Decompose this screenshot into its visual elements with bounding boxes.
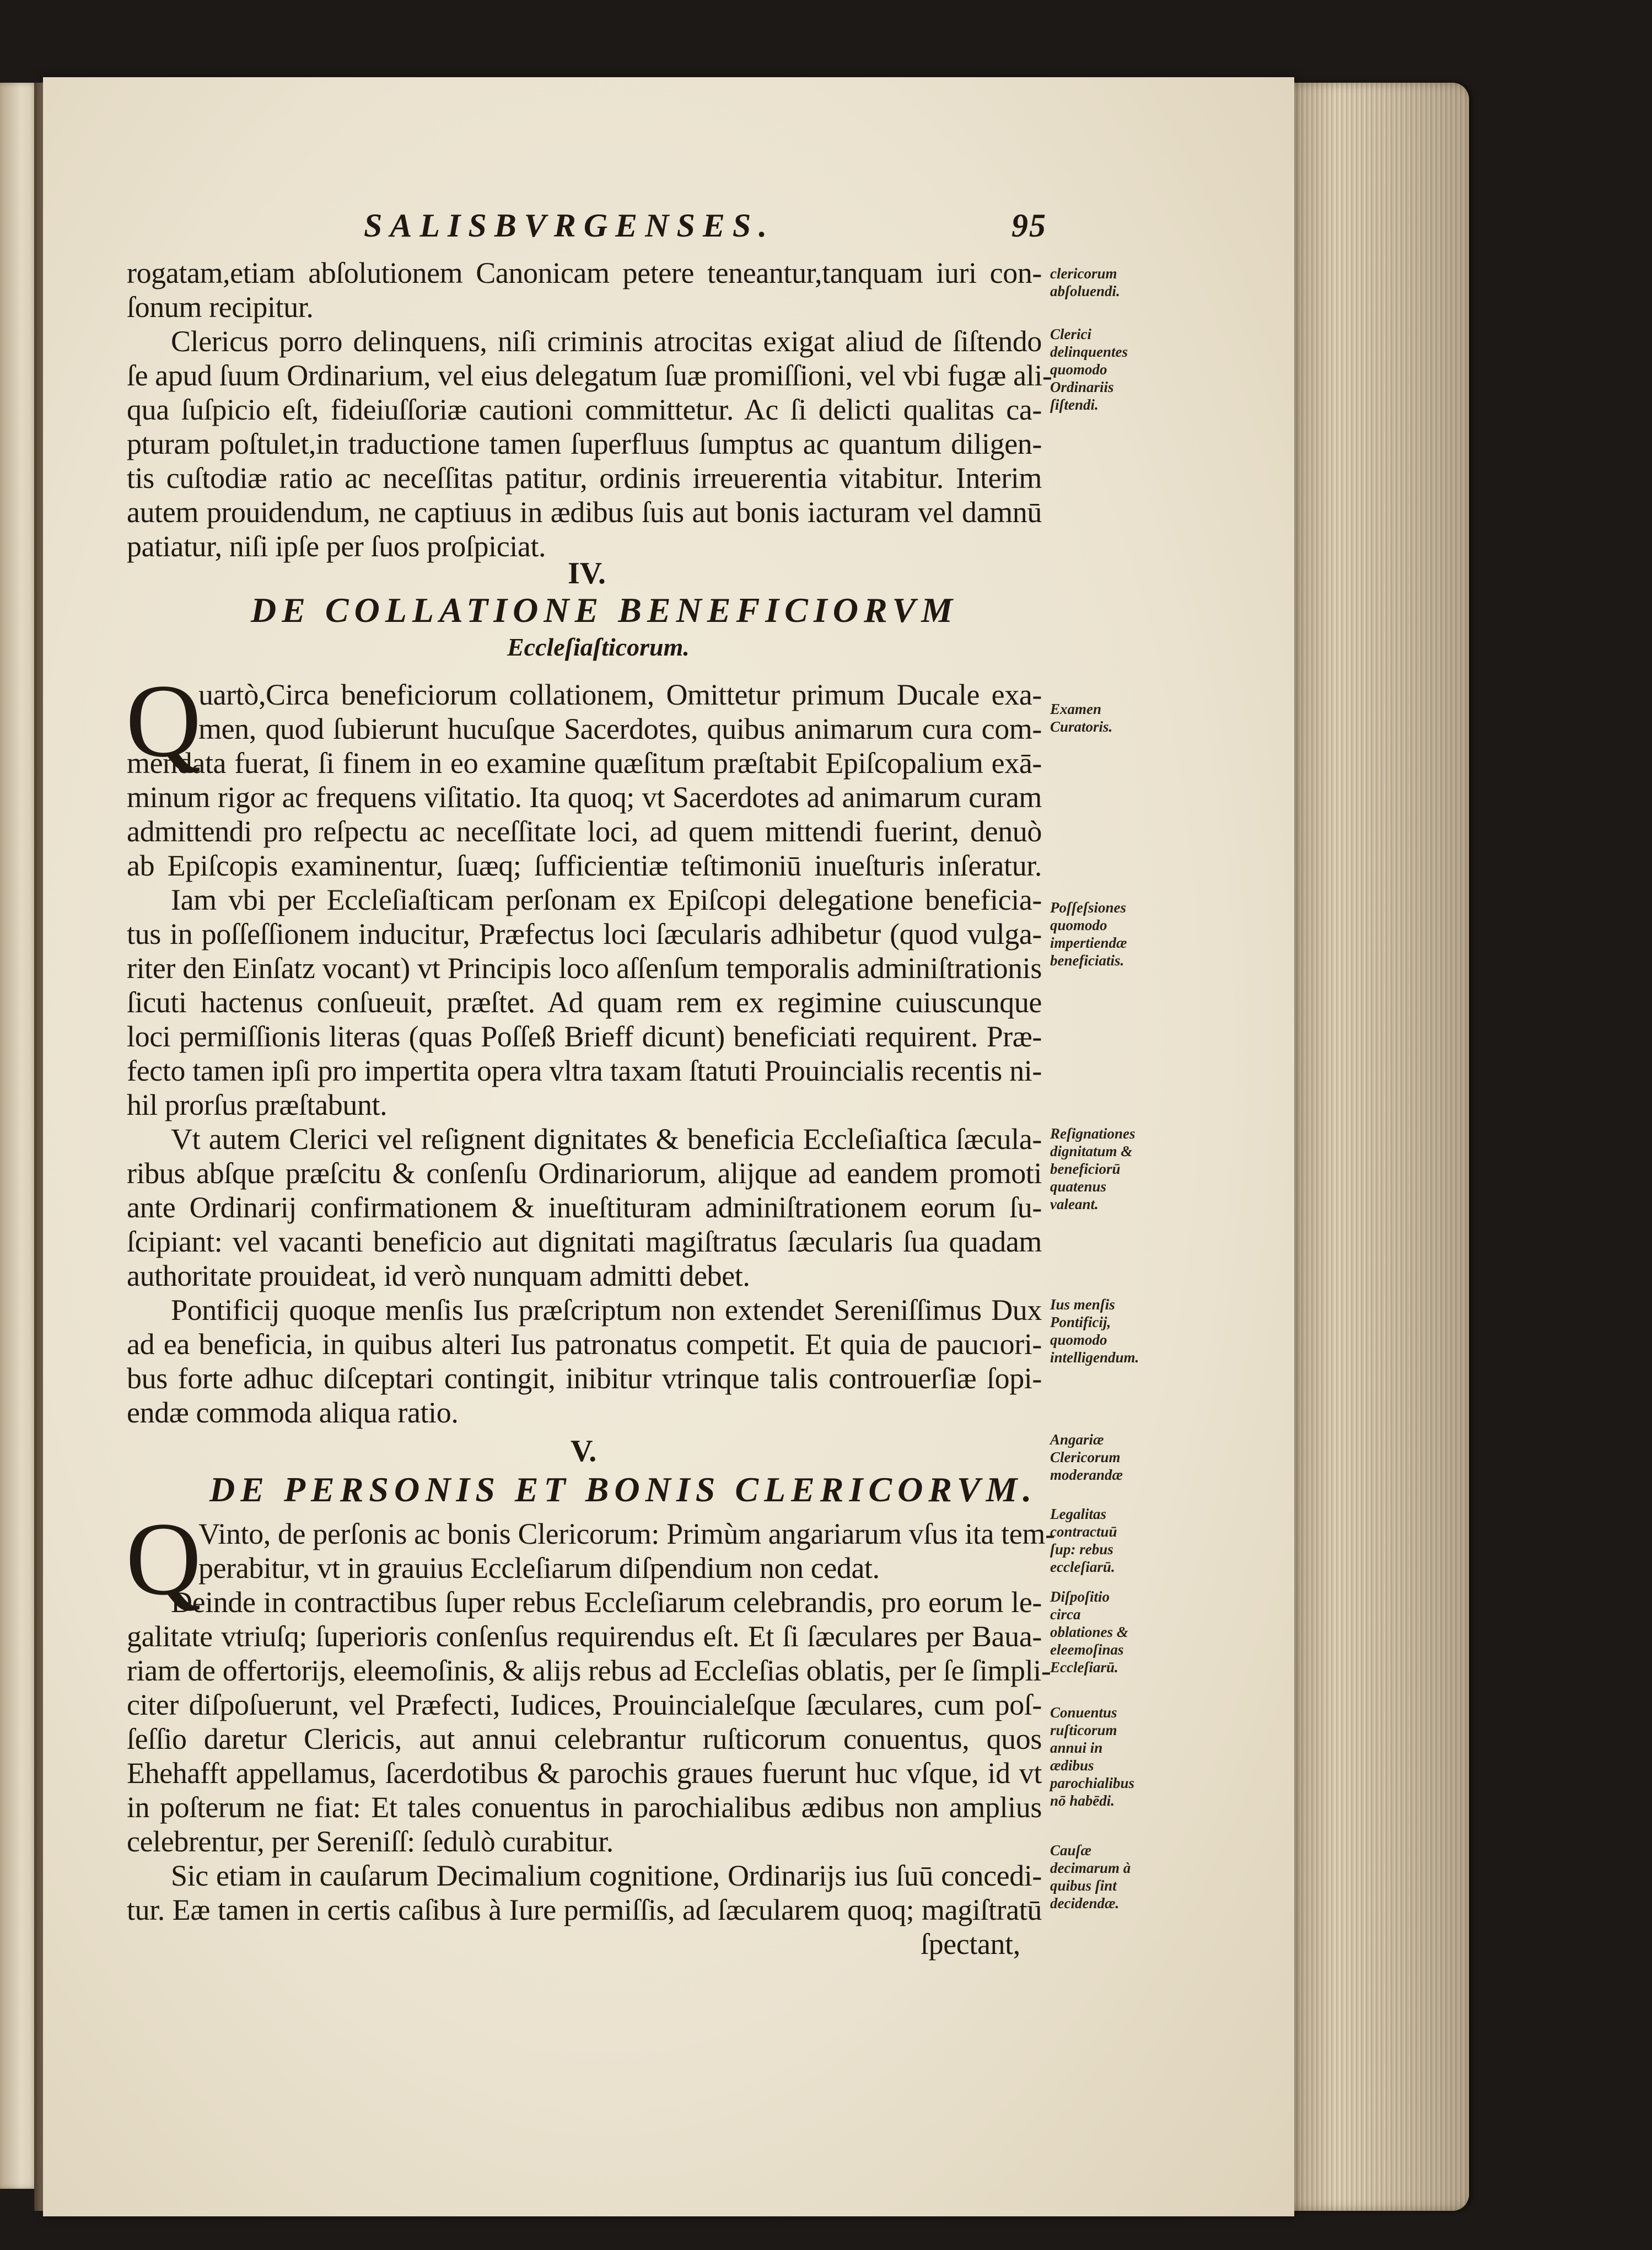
body-line: Deinde in contractibus ſuper rebus Eccleſiarum celebrandis, pro eorum le- (171, 1586, 1042, 1619)
body-line: riam de offertorijs, eleemoſinis, & alijs rebus ad Eccleſias oblatis, per ſe ſimpli- (127, 1654, 1051, 1687)
body-line: ribus abſque præſcitu & conſenſu Ordinariorum, alijque ad eandem promoti (127, 1157, 1042, 1190)
body-line: Ehehafft appellamus, ſacerdotibus & parochis graues fuerunt huc vſque, id vt (127, 1757, 1042, 1790)
body-line: loci permiſſionis literas (quas Poſſeß Brieff dicunt) beneficiati requirent. Præ- (127, 1020, 1042, 1053)
running-head-title: SALISBVRGENSES. (364, 207, 775, 244)
body-line: pturam poſtulet,in traductione tamen ſuperfluus ſumptus ac quantum diligen- (127, 427, 1042, 460)
catchword-line: ſpectant, (921, 1927, 1020, 1961)
margin-note: Conuentus ruſticorum annui in ædibus parochialibus nō habēdi. (1050, 1704, 1135, 1809)
body-line: Pontificij quoque menſis Ius præſcriptum non extendet Sereniſſimus Dux (171, 1293, 1042, 1327)
margin-note: Reſignationes dignitatum & beneficiorū quatenus valeant. (1050, 1125, 1136, 1212)
left-page-edge (0, 83, 39, 2189)
margin-note: Examen Curatoris. (1050, 701, 1113, 735)
page-number: 95 (1011, 207, 1047, 244)
margin-note: Diſpoſitio circa oblationes & eleemoſinas Eccleſiarū. (1050, 1588, 1128, 1676)
body-line: tur. Eæ tamen in certis caſibus à Iure permiſſis, ad ſæcularem quoq; magiſtratū (127, 1893, 1042, 1926)
margin-note: Angariæ Clericorum moderandæ (1050, 1431, 1123, 1483)
body-line: hil prorſus præſtabunt. (127, 1088, 388, 1121)
section-title: DE PERSONIS ET BONIS CLERICORVM. (209, 1470, 1037, 1509)
body-line: ante Ordinarij confirmationem & inueſtituram adminiſtrationem eorum ſu- (127, 1191, 1042, 1224)
body-line: ad ea beneficia, in quibus alteri Ius patronatus competit. Et quia de paucıori- (127, 1328, 1042, 1361)
body-line: ſicuti hactenus conſueuit, præſtet. Ad quam rem ex regimine cuiuscunque (127, 986, 1042, 1019)
body-line: authoritate prouideat, id verò nunquam admitti debet. (127, 1259, 750, 1292)
body-line: endæ commoda aliqua ratio. (127, 1396, 459, 1429)
body-line: men, quod ſubierunt hucuſque Sacerdotes, quibus animarum cura com- (198, 712, 1042, 745)
body-line: ab Epiſcopis examinentur, ſuæq; ſufficientiæ teſtimoniū inueſturis inſeratur. (127, 849, 1042, 882)
body-line: rogatam,etiam abſolutionem Canonicam petere teneantur,tanquam iuri con- (127, 256, 1042, 289)
body-line: tus in poſſeſſionem inducitur, Præfectus loci ſæcularis adhibetur (quod vulga- (127, 917, 1042, 951)
body-line: Vinto, de perſonis ac bonis Clericorum: Primùm angariarum vſus ita tem- (198, 1517, 1055, 1550)
body-line: minum rigor ac frequens viſitatio. Ita quoq; vt Sacerdotes ad animarum curam (127, 781, 1042, 814)
body-line: fecto tamen ipſi pro impertita opera vltra taxam ſtatuti Prouincialis recentis ni- (127, 1054, 1042, 1087)
section-number: IV. (568, 556, 606, 590)
body-line: mendata fuerat, ſi finem in eo examine quæſitum præſtabit Epiſcopalium exā- (127, 747, 1042, 780)
body-line: celebrentur, per Sereniſſ: ſedulò curabitur. (127, 1825, 614, 1858)
body-line: ſe apud ſuum Ordinarium, vel eius delegatum ſuæ promiſſioni, vel vbi fugæ ali- (127, 359, 1052, 392)
drop-cap: Q (126, 663, 202, 779)
body-line: citer diſpoſuerunt, vel Præfecti, Iudices, Prouincialeſque ſæculares, cum poſ- (127, 1688, 1042, 1721)
margin-note: Clerici delinquentes quomodo Ordinariis ſiſtendi. (1050, 326, 1128, 413)
body-line: patiatur, niſi ipſe per ſuos proſpiciat. (127, 530, 546, 563)
body-line: in poſterum ne fiat: Et tales conuentus in parochialibus ædibus non amplius (127, 1791, 1042, 1824)
body-line: Iam vbi per Eccleſiaſticam perſonam ex Epiſcopi delegatione beneficia- (171, 883, 1042, 916)
section-number: V. (571, 1434, 597, 1468)
section-subtitle: Eccleſiaſticorum. (507, 633, 690, 661)
margin-note: Legalitas contractuū ſup: rebus eccleſiarū. (1050, 1506, 1117, 1575)
body-line: tis cuſtodiæ ratio ac neceſſitas patitur, ordinis irreuerentia vitabitur. Interim (127, 461, 1042, 495)
body-line: galitate vtriuſq; ſuperioris conſenſus requirendus eſt. Et ſi ſæculares per Baua- (127, 1620, 1042, 1653)
body-line: riter den Einſatz vocant) vt Principis loco aſſenſum temporalis adminiſtrationis (127, 952, 1042, 985)
body-line: Sic etiam in cauſarum Decimalium cognitione, Ordinarijs ius ſuū concedi- (171, 1859, 1042, 1892)
body-line: ſeſſio daretur Clericis, aut annui celebrantur ruſticorum conuentus, quos (127, 1722, 1042, 1755)
body-line: perabitur, vt in grauius Eccleſiarum diſpendium non cedat. (198, 1551, 880, 1585)
body-line: autem prouidendum, ne captiuus in ædibus ſuis aut bonis iacturam vel damnū (127, 496, 1042, 529)
body-line: uartò,Circa beneficiorum collationem, Omittetur primum Ducale exa- (198, 678, 1042, 711)
body-line: Clericus porro delinquens, niſi criminis atrocitas exigat aliud de ſiſtendo (171, 325, 1042, 358)
fore-edge-shadow (1279, 83, 1469, 2211)
margin-note: Ius menſis Pontificij, quomodo intelligendum. (1050, 1296, 1139, 1366)
body-line: admittendi pro reſpectu ac neceſſitate loci, ad quem mittendi fuerint, denuò (127, 815, 1042, 848)
body-line: bus forte adhuc diſceptari contingit, inibitur vtrinque talis controuerſiæ ſopi- (127, 1362, 1042, 1395)
margin-note: Cauſæ decimarum à quibus ſint decidendæ. (1050, 1842, 1131, 1911)
body-line: ſonum recipitur. (127, 291, 314, 324)
body-line: qua ſuſpicio eſt, fideiuſſoriæ cautioni committetur. Ac ſi delicti qualitas ca- (127, 393, 1042, 426)
body-line: Vt autem Clerici vel reſignent dignitates & beneficia Eccleſiaſtica ſæcula- (171, 1123, 1042, 1156)
drop-cap: Q (126, 1501, 202, 1617)
body-line: ſcipiant: vel vacanti beneficio aut dignitati magiſtratus ſæcularis ſua quadam (127, 1225, 1042, 1258)
margin-note: Poſſeſsiones quomodo impertiendæ beneficiatis. (1050, 899, 1127, 969)
section-title: DE COLLATIONE BENEFICIORVM (251, 590, 959, 630)
margin-note: clericorum abſoluendi. (1050, 265, 1120, 299)
